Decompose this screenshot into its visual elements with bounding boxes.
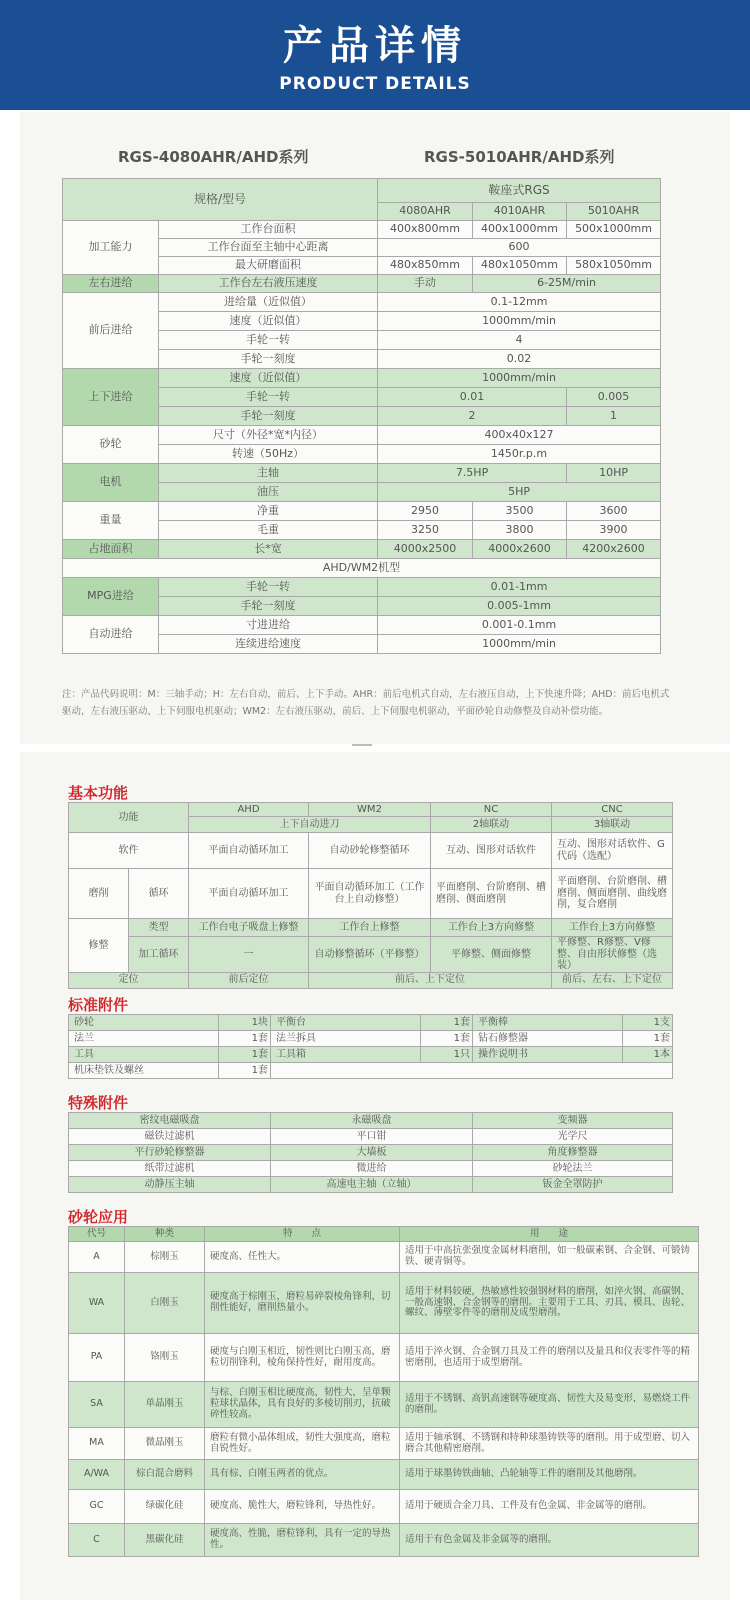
cell: 前后定位	[189, 972, 309, 988]
cell: 工作台上修整	[309, 919, 431, 937]
cell: 400x1000mm	[473, 221, 567, 239]
group-label: 占地面积	[63, 540, 159, 559]
cell: 手动	[378, 275, 473, 293]
cell: 3250	[378, 521, 473, 540]
cell: 平衡棒	[473, 1015, 623, 1031]
cell: 600	[378, 239, 661, 257]
cell: 硬度高、性脆，磨粒锋利，具有一定的导热性。	[205, 1524, 400, 1557]
cell: 平修整、侧面修整	[431, 937, 552, 973]
cell: 2轴联动	[431, 817, 552, 833]
cell: 480x850mm	[378, 257, 473, 275]
spec-table	[62, 178, 661, 654]
cell: 1只	[421, 1047, 473, 1063]
cell: 一	[189, 937, 309, 973]
cell: 变频器	[473, 1113, 673, 1129]
cell: 平行砂轮修整器	[69, 1145, 271, 1161]
cell: 3600	[567, 502, 661, 521]
row-label: 净重	[159, 502, 378, 521]
row-label: 手轮一刻度	[159, 597, 378, 616]
cell: 1套	[219, 1047, 271, 1063]
cell: 具有棕、白刚玉两者的优点。	[205, 1460, 400, 1490]
row-label: 手轮一转	[159, 388, 378, 407]
cell: 平修整、R修整、V修整、自由形状修整（选装）	[552, 937, 673, 973]
cell: 适用于不锈钢、高钒高速钢等硬度高、韧性大及易变形，易燃烧工件的磨削。	[400, 1382, 699, 1428]
model-header: 4080AHR	[378, 203, 473, 221]
cell: 0.1-12mm	[378, 293, 661, 312]
cell: 平口钳	[271, 1129, 473, 1145]
cell: GC	[69, 1490, 125, 1524]
cell: A	[69, 1242, 125, 1273]
cell: 操作说明书	[473, 1047, 623, 1063]
group-label: MPG进给	[63, 578, 159, 616]
cell: 硬度高、脆性大，磨粒锋利，导热性好。	[205, 1490, 400, 1524]
cell: 自动砂轮修整循环	[309, 833, 431, 869]
wheel-application-table	[68, 1226, 699, 1557]
row-label: 主轴	[159, 464, 378, 483]
cell: 机床垫铁及螺丝	[69, 1063, 219, 1079]
row-label: 定位	[69, 972, 189, 988]
cell: 0.01	[378, 388, 567, 407]
cell: 适用于淬火钢、合金钢刀具及工件的磨削以及量具和仪表零件等的精密磨削，也适用于成型磨削。	[400, 1334, 699, 1382]
cell: 工作台电子吸盘上修整	[189, 919, 309, 937]
cell: 工作台上3方向修整	[552, 919, 673, 937]
section-title-special: 特殊附件	[68, 1094, 129, 1112]
cell: 1支	[623, 1015, 673, 1031]
row-label: 长*宽	[159, 540, 378, 559]
group-label: 加工能力	[63, 221, 159, 275]
cell: 0.02	[378, 350, 661, 369]
cell: 白刚玉	[125, 1273, 205, 1334]
page-title: 产品详情	[283, 23, 467, 69]
cell: WA	[69, 1273, 125, 1334]
col-header: CNC	[552, 803, 673, 817]
cell: 1000mm/min	[378, 635, 661, 654]
row-label: 工作台面积	[159, 221, 378, 239]
row-label: 手轮一转	[159, 331, 378, 350]
footnote: 注：产品代码说明：M：三轴手动；H：左右自动，前后、上下手动。AHR：前后电机式自动，左右液压自动，上下快速升降；AHD：前后电机式驱动，左右液压驱动，上下伺服电机驱动；WM2：左右液压驱动，前后、上下伺服电机驱动，平面砂轮自动修整及自动补偿功能。	[62, 689, 670, 717]
cell: 平面自动循环加工	[189, 833, 309, 869]
row-label: 速度（近似值）	[159, 312, 378, 331]
cell: 工具箱	[271, 1047, 421, 1063]
cell: 平衡台	[271, 1015, 421, 1031]
cell: 3轴联动	[552, 817, 673, 833]
cell: 6-25M/min	[473, 275, 661, 293]
group-label: 自动进给	[63, 616, 159, 654]
cell: 硬度高于棕刚玉，磨粒易碎裂棱角锋利，切削性能好，磨削热量小。	[205, 1273, 400, 1334]
cell: 1000mm/min	[378, 369, 661, 388]
row-label: 手轮一刻度	[159, 350, 378, 369]
cell: 适用于中高抗张强度金属材料磨削，如一般碳素钢、合金钢、可锻铸铁、硬青铜等。	[400, 1242, 699, 1273]
cell: 法兰	[69, 1031, 219, 1047]
col-header: 功能	[69, 803, 189, 833]
cell: MA	[69, 1428, 125, 1460]
cell: 适用于轴承钢、不锈钢和特种球墨铸铁等的磨削。用于成型磨、切入磨合其他精密磨削。	[400, 1428, 699, 1460]
cell: 单晶刚玉	[125, 1382, 205, 1428]
row-label: 寸进进给	[159, 616, 378, 635]
cell: 0.005-1mm	[378, 597, 661, 616]
cell: 砂轮	[69, 1015, 219, 1031]
row-label: 转速（50Hz）	[159, 445, 378, 464]
cell: 0.005	[567, 388, 661, 407]
cell: PA	[69, 1334, 125, 1382]
col-header: AHD	[189, 803, 309, 817]
cell: 3500	[473, 502, 567, 521]
cell: 4000x2500	[378, 540, 473, 559]
row-label: 连续进给速度	[159, 635, 378, 654]
cell: 砂轮法兰	[473, 1161, 673, 1177]
series-right: RGS-5010AHR/AHD系列	[424, 148, 615, 166]
cell: 法兰拆具	[271, 1031, 421, 1047]
col-header: WM2	[309, 803, 431, 817]
standard-accessory-table	[68, 1014, 673, 1079]
cell: 1000mm/min	[378, 312, 661, 331]
cell: 绿碳化硅	[125, 1490, 205, 1524]
col-header: 代号	[69, 1227, 125, 1242]
cell: 400x800mm	[378, 221, 473, 239]
cell: 光学尺	[473, 1129, 673, 1145]
row-label: 最大研磨面积	[159, 257, 378, 275]
cell: 0.001-0.1mm	[378, 616, 661, 635]
basic-function-table	[68, 802, 673, 989]
cell: 400x40x127	[378, 426, 661, 445]
cell: 1450r.p.m	[378, 445, 661, 464]
row-label: 尺寸（外径*宽*内径）	[159, 426, 378, 445]
cell	[271, 1063, 673, 1079]
row-label: 工作台面至主轴中心距离	[159, 239, 378, 257]
cell: 磨粒有微小晶体组成，韧性大强度高，磨粒自锐性好。	[205, 1428, 400, 1460]
cell: 1本	[623, 1047, 673, 1063]
cell: 钣金全罩防护	[473, 1177, 673, 1193]
subsection-title: AHD/WM2机型	[63, 559, 661, 578]
cell: 磁铁过滤机	[69, 1129, 271, 1145]
cell: A/WA	[69, 1460, 125, 1490]
cell: 永磁吸盘	[271, 1113, 473, 1129]
cell: 0.01-1mm	[378, 578, 661, 597]
cell: 5HP	[378, 483, 661, 502]
section-title-basic: 基本功能	[68, 784, 129, 802]
cell: 与棕、白刚玉相比硬度高，韧性大，呈单颗粒球状晶体，具有良好的多棱切削刃，抗破碎性较高。	[205, 1382, 400, 1428]
cell: 平面磨削、台阶磨削、槽磨削、侧面磨削、曲线磨削，复合磨削	[552, 869, 673, 919]
cell: 1套	[421, 1031, 473, 1047]
cell: 大墙板	[271, 1145, 473, 1161]
page-header	[0, 0, 750, 110]
cell: 4000x2600	[473, 540, 567, 559]
col-header: NC	[431, 803, 552, 817]
group-label: 上下进给	[63, 369, 159, 426]
cell: 1套	[219, 1031, 271, 1047]
special-accessory-table	[68, 1112, 673, 1193]
row-label: 软件	[69, 833, 189, 869]
cell: 480x1050mm	[473, 257, 567, 275]
section-title-standard: 标准附件	[68, 996, 129, 1014]
group-label: 电机	[63, 464, 159, 502]
section-title-wheel: 砂轮应用	[68, 1208, 129, 1226]
cell: 纸带过滤机	[69, 1161, 271, 1177]
cell: 硬度与白刚玉相近，韧性则比白刚玉高，磨粒切削锋利，棱角保持性好，耐用度高。	[205, 1334, 400, 1382]
cell: 3800	[473, 521, 567, 540]
cell: 棕白混合磨料	[125, 1460, 205, 1490]
cell: 密纹电磁吸盘	[69, 1113, 271, 1129]
cell: 钻石修整器	[473, 1031, 623, 1047]
cell: 黑碳化硅	[125, 1524, 205, 1557]
series-left: RGS-4080AHR/AHD系列	[118, 148, 309, 166]
cell: 动静压主轴	[69, 1177, 271, 1193]
group-label: 重量	[63, 502, 159, 540]
saddle-header: 鞍座式RGS	[378, 179, 661, 203]
row-label: 工作台左右液压速度	[159, 275, 378, 293]
cell: 适用于材料较硬，热敏感性较强钢材料的磨削，如淬火钢、高碳钢、一般高速钢、合金钢等的磨削。主要用于工具、刃具、模具、齿轮、螺纹、薄壁零件等的磨削及成型磨削。	[400, 1273, 699, 1334]
row-label: 加工循环	[129, 937, 189, 973]
cell: 580x1050mm	[567, 257, 661, 275]
cell: 自动修整循环（平修整）	[309, 937, 431, 973]
row-label: 循环	[129, 869, 189, 919]
cell: 棕刚玉	[125, 1242, 205, 1273]
cell: 前后、左右、上下定位	[552, 972, 673, 988]
row-label: 速度（近似值）	[159, 369, 378, 388]
page-subtitle: PRODUCT DETAILS	[279, 74, 471, 94]
row-label: 毛重	[159, 521, 378, 540]
cell: 适用于有色金属及非金属等的磨削。	[400, 1524, 699, 1557]
cell: 工具	[69, 1047, 219, 1063]
cell: 平面磨削、台阶磨削、槽磨削、侧面磨削	[431, 869, 552, 919]
cell: 4200x2600	[567, 540, 661, 559]
cell: 适用于硬质合金刀具、工件及有色金属、非金属等的磨削。	[400, 1490, 699, 1524]
row-label: 油压	[159, 483, 378, 502]
cell: 硬度高、任性大。	[205, 1242, 400, 1273]
cell: 1块	[219, 1015, 271, 1031]
model-header: 5010AHR	[567, 203, 661, 221]
cell: 1套	[219, 1063, 271, 1079]
col-header: 种类	[125, 1227, 205, 1242]
col-header: 用 途	[400, 1227, 699, 1242]
cell: 4	[378, 331, 661, 350]
cell: 上下自动进刀	[189, 817, 431, 833]
cell: 平面自动循环加工	[189, 869, 309, 919]
row-label: 进给量（近似值）	[159, 293, 378, 312]
spec-header: 规格/型号	[63, 179, 378, 221]
cell: 10HP	[567, 464, 661, 483]
cell: 1套	[421, 1015, 473, 1031]
row-label: 类型	[129, 919, 189, 937]
cell: C	[69, 1524, 125, 1557]
col-header: 特 点	[205, 1227, 400, 1242]
cell: 前后、上下定位	[309, 972, 552, 988]
cell: 3900	[567, 521, 661, 540]
cell: 微进给	[271, 1161, 473, 1177]
cell: 微晶刚玉	[125, 1428, 205, 1460]
cell: 1套	[623, 1031, 673, 1047]
cell: 铬刚玉	[125, 1334, 205, 1382]
cell: 500x1000mm	[567, 221, 661, 239]
cell: 工作台上3方向修整	[431, 919, 552, 937]
group-label: 砂轮	[63, 426, 159, 464]
group-label: 前后进给	[63, 293, 159, 369]
cell: 平面自动循环加工（工作台上自动修整）	[309, 869, 431, 919]
cell: 高速电主轴（立轴）	[271, 1177, 473, 1193]
row-label: 修整	[69, 919, 129, 973]
cell: 7.5HP	[378, 464, 567, 483]
cell: 角度修整器	[473, 1145, 673, 1161]
model-header: 4010AHR	[473, 203, 567, 221]
cell: 2	[378, 407, 567, 426]
cell: 互动、图形对话软件、G代码（选配）	[552, 833, 673, 869]
cell: 适用于球墨铸铁曲轴、凸轮轴等工件的磨削及其他磨削。	[400, 1460, 699, 1490]
cell: SA	[69, 1382, 125, 1428]
row-label: 手轮一刻度	[159, 407, 378, 426]
page-divider	[352, 744, 372, 746]
cell: 2950	[378, 502, 473, 521]
cell: 互动、图形对话软件	[431, 833, 552, 869]
row-label: 磨削	[69, 869, 129, 919]
row-label: 手轮一转	[159, 578, 378, 597]
group-label: 左右进给	[63, 275, 159, 293]
cell: 1	[567, 407, 661, 426]
